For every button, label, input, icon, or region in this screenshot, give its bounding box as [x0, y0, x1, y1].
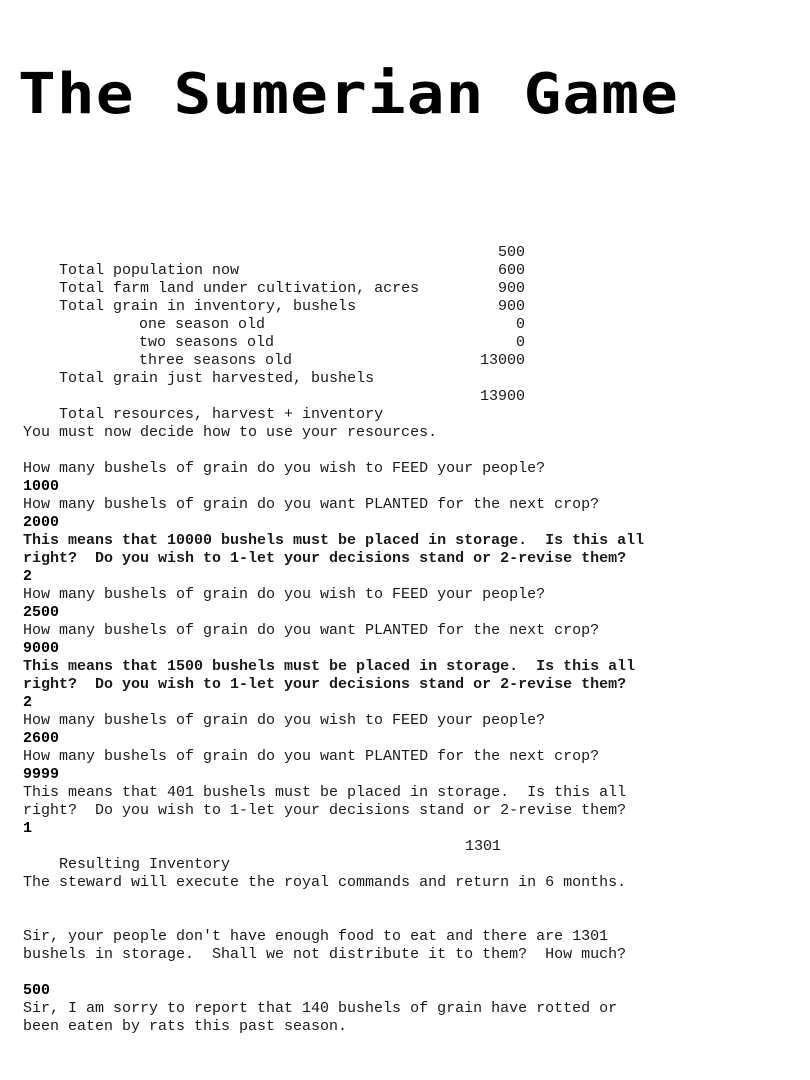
- decision-question: right? Do you wish to 1-let your decisions stand or 2-revise them?: [23, 802, 627, 819]
- choice-entry: 2: [23, 568, 33, 585]
- resulting-inventory-value: 1301: [464, 838, 501, 855]
- farmland-value: 600: [497, 262, 525, 279]
- steward-message: The steward will execute the royal commands and return in 6 months.: [23, 874, 627, 891]
- rot-report-line1: Sir, I am sorry to report that 140 bushels of grain have rotted or: [23, 1000, 618, 1017]
- inventory-value: 900: [497, 280, 525, 297]
- two-seasons-value: 0: [515, 316, 525, 333]
- harvested-label: Total grain just harvested, bushels: [59, 370, 375, 387]
- inventory-row: [23, 280, 793, 315]
- storage-line: This means that 401 bushels must be placed in storage. Is this all: [23, 784, 627, 801]
- storage-line: This means that 1500 bushels must be placed in storage. Is this all: [23, 658, 636, 675]
- decision-question: right? Do you wish to 1-let your decisions stand or 2-revise them?: [23, 676, 627, 693]
- two-seasons-label: two seasons old: [139, 334, 275, 351]
- food-message-line1: Sir, your people don't have enough food to eat and there are 1301: [23, 928, 609, 945]
- population-label: Total population now: [59, 262, 240, 279]
- decision-question: right? Do you wish to 1-let your decisions stand or 2-revise them?: [23, 550, 627, 567]
- harvested-value: 13000: [479, 352, 525, 369]
- food-message-line2: bushels in storage. Shall we not distribute it to them? How much?: [23, 946, 627, 963]
- feed-prompt: How many bushels of grain do you wish to FEED your people?: [23, 460, 546, 477]
- feed-prompt: How many bushels of grain do you wish to FEED your people?: [23, 586, 546, 603]
- decide-prompt: You must now decide how to use your resources.: [23, 424, 438, 441]
- plant-entry: 9999: [23, 766, 60, 783]
- one-season-row: [23, 298, 793, 333]
- choice-entry: 2: [23, 694, 33, 711]
- game-title: The Sumerian Game: [18, 62, 679, 127]
- one-season-value: 900: [497, 298, 525, 315]
- one-season-label: one season old: [139, 316, 266, 333]
- food-entry: 500: [23, 982, 51, 999]
- plant-prompt: How many bushels of grain do you want PLANTED for the next crop?: [23, 622, 600, 639]
- farmland-label: Total farm land under cultivation, acres: [59, 280, 420, 297]
- three-seasons-label: three seasons old: [139, 352, 293, 369]
- feed-entry: 1000: [23, 478, 60, 495]
- inventory-label: Total grain in inventory, bushels: [59, 298, 357, 315]
- resulting-inventory-row: [23, 838, 793, 873]
- rot-report-line2: been eaten by rats this past season.: [23, 1018, 348, 1035]
- teletype-printout: [23, 244, 793, 1036]
- plant-entry: 2000: [23, 514, 60, 531]
- population-value: 500: [497, 244, 525, 261]
- storage-line: This means that 10000 bushels must be placed in storage. Is this all: [23, 532, 645, 549]
- choice-entry: 1: [23, 820, 33, 837]
- resulting-inventory-label: Resulting Inventory: [59, 856, 231, 873]
- resources-value: 13900: [479, 388, 525, 405]
- resources-row: [23, 388, 793, 423]
- two-seasons-row: [23, 316, 793, 351]
- plant-entry: 9000: [23, 640, 60, 657]
- feed-prompt: How many bushels of grain do you wish to FEED your people?: [23, 712, 546, 729]
- feed-entry: 2500: [23, 604, 60, 621]
- plant-prompt: How many bushels of grain do you want PLANTED for the next crop?: [23, 496, 600, 513]
- plant-prompt: How many bushels of grain do you want PLANTED for the next crop?: [23, 748, 600, 765]
- harvested-row: [23, 352, 793, 387]
- resources-label: Total resources, harvest + inventory: [59, 406, 384, 423]
- three-seasons-value: 0: [515, 334, 525, 351]
- feed-entry: 2600: [23, 730, 60, 747]
